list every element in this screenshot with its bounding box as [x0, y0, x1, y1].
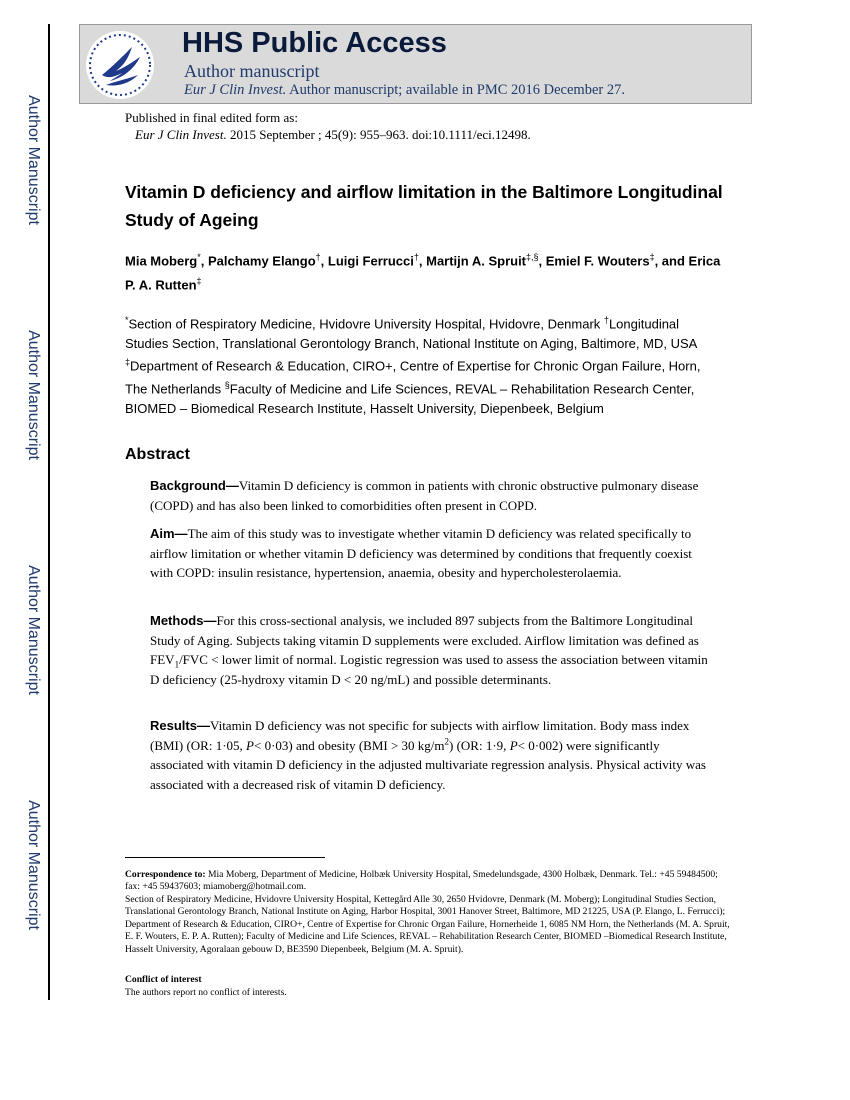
abstract-methods: Methods—For this cross-sectional analysis, we included 897 subjects from the Baltimore Longitudinal Study of Aging. Subjects taking vitamin D supplements were excluded. Airflow limitation was defined as $FEV_1$/FVC < lower limit of normal. Logistic regression was used to assess the association between vitamin D deficiency (25-hydroxy vitamin D < 20 ng/mL) and possible determinants.: [150, 613, 708, 687]
footnote-divider: [125, 857, 325, 858]
author-name: Emiel F. Wouters: [545, 253, 650, 269]
author-name: Palchamy Elango: [207, 253, 316, 269]
abstract-heading: Abstract: [125, 446, 190, 463]
conflict-of-interest-heading: Conflict of interest: [125, 974, 202, 985]
author-name: Luigi Ferrucci: [327, 253, 414, 269]
banner-citation: Eur J Clin Invest. Author manuscript; available in PMC 2016 December 27.: [184, 82, 625, 98]
abstract-background: Background—Vitamin D deficiency is common in patients with chronic obstructive pulmonary disease (COPD) and has also been linked to comorbidities often present in COPD.: [150, 478, 699, 513]
abstract-aim: Aim—The aim of this study was to investigate whether vitamin D deficiency was related specifically to airflow limitation or whether vitamin D deficiency was determined by conditions that frequently coexist with COPD: insulin resistance, hypertension, anaemia, obesity and hypercholesterolaemia.: [150, 526, 692, 580]
paper-title: Vitamin D deficiency and airflow limitation in the Baltimore Longitudinal Study of Ageing: [125, 182, 723, 230]
side-rule: [48, 24, 50, 1000]
affiliations: *Section of Respiratory Medicine, Hvidovre University Hospital, Hvidovre, Denmark †Longitudinal Studies Section, Translational Gerontology Branch, National Institute on Aging, Baltimore, MD, USA ‡Department of Research & Education, CIRO+, Centre of Expertise for Chronic Organ Failure, Horn, The Netherlands §Faculty of Medicine and Life Sciences, REVAL – Rehabilitation Research Center, BIOMED – Biomedical Research Institute, Hasselt University, Diepenbeek, Belgium: [125, 315, 701, 416]
hhs-banner: [79, 24, 752, 104]
published-citation: Published in final edited form as: Eur J Clin Invest. 2015 September ; 45(9): 955–963. doi:10.1111/eci.12498.: [125, 110, 531, 142]
author-name: Mia Moberg: [125, 253, 198, 269]
banner-subtitle: Author manuscript: [184, 61, 320, 81]
affiliation-footnote: Section of Respiratory Medicine, Hvidovre University Hospital, Kettegård Alle 30, 2650 Hvidovre, Denmark (M. Moberg); Longitudinal Studies Section, Translational Gerontology Branch, National Institute on Aging, Harbor Hospital, 3001 Hanover Street, Baltimore, MD 21225, USA (P. Elango, L. Ferrucci); Department of Research & Education, CIRO+, Centre of Expertise for Chronic Organ Failure, Hornerheide 1, 6085 NM Horn, the Netherlands (M. A. Spruit, E. F. Wouters, E. P. A. Rutten); Faculty of Medicine and Life Sciences, REVAL – Rehabilitation Research Center, BIOMED –Biomedical Research Institute, Hasselt University, Agoralaan gebouw D, BE3590 Diepenbeek, Belgium (M. A. Spruit).: [125, 894, 730, 955]
author-list: Mia Moberg*, Palchamy Elango†, Luigi Ferrucci†, Martijn A. Spruit‡,§, Emiel F. Wouters‡, and Erica P. A. Rutten‡: [125, 252, 721, 293]
hhs-eagle-logo-icon: [86, 31, 154, 99]
correspondence-footnote: Correspondence to: Mia Moberg, Department of Medicine, Holbæk University Hospital, Smedelundsgade, 4300 Holbæk, Denmark. Tel.: +45 59484500; fax: +45 59437603; miamoberg@hotmail.com.: [125, 869, 718, 893]
author-name: Erica P. A. Rutten: [125, 253, 721, 293]
abstract-results: Results—Vitamin D deficiency was not specific for subjects with airflow limitation. Body mass index (BMI) (OR: 1·05, P< 0·03) and obesity (BMI > 30 $kg/m^2$) (OR: 1·9, P< 0·002) were significantly associated with vitamin D deficiency in the adjusted multivariate regression analysis. Physical activity was associated with a decreased risk of vitamin D deficiency.: [150, 718, 706, 792]
author-name: Martijn A. Spruit: [426, 253, 527, 269]
banner-title: HHS Public Access: [182, 27, 447, 59]
conflict-of-interest-text: The authors report no conflict of interests.: [125, 987, 287, 998]
